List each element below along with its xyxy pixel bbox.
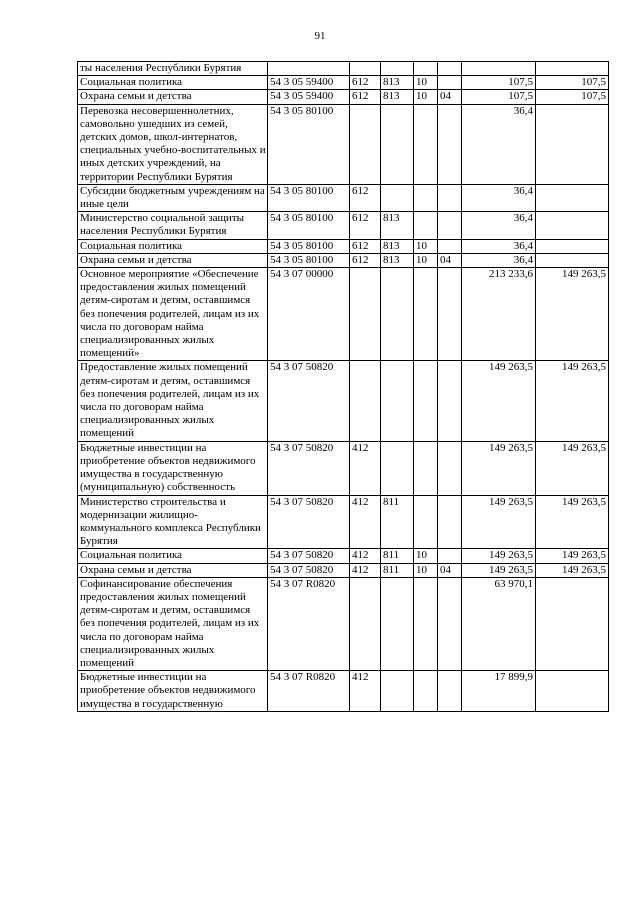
row-name-cell: Бюджетные инвестиции на приобретение объектов недвижимого имущества в государственную: [78, 671, 268, 712]
row-sum1-cell: 149 263,5: [462, 549, 536, 563]
row-name-cell: Бюджетные инвестиции на приобретение объектов недвижимого имущества в государственную (муниципальную) собственность: [78, 441, 268, 495]
row-code-cell: 54 3 07 50820: [268, 495, 350, 549]
row-pr-cell: [438, 268, 462, 361]
row-code-cell: 54 3 07 00000: [268, 268, 350, 361]
row-grbs-cell: 612: [350, 184, 381, 211]
row-grbs-cell: [350, 268, 381, 361]
row-rz-cell: [414, 495, 438, 549]
row-code-cell: 54 3 05 80100: [268, 253, 350, 267]
row-ved-cell: 813: [381, 90, 414, 104]
row-sum2-cell: [536, 239, 609, 253]
row-pr-cell: [438, 495, 462, 549]
row-ved-cell: 811: [381, 495, 414, 549]
row-ved-cell: 811: [381, 549, 414, 563]
row-sum1-cell: 36,4: [462, 212, 536, 239]
row-ved-cell: 813: [381, 239, 414, 253]
row-sum1-cell: 213 233,6: [462, 268, 536, 361]
row-rz-cell: [414, 212, 438, 239]
row-pr-cell: [438, 76, 462, 90]
row-sum1-cell: 36,4: [462, 253, 536, 267]
row-rz-cell: 10: [414, 76, 438, 90]
row-rz-cell: [414, 671, 438, 712]
row-ved-cell: 811: [381, 563, 414, 577]
table-row: [78, 495, 609, 549]
row-name-cell: Социальная политика: [78, 239, 268, 253]
row-ved-cell: 813: [381, 212, 414, 239]
row-grbs-cell: 612: [350, 76, 381, 90]
row-sum1-cell: [462, 62, 536, 76]
row-grbs-cell: 612: [350, 253, 381, 267]
row-grbs-cell: 412: [350, 495, 381, 549]
row-sum1-cell: 17 899,9: [462, 671, 536, 712]
row-code-cell: 54 3 05 59400: [268, 76, 350, 90]
row-rz-cell: 10: [414, 253, 438, 267]
table-row: [78, 563, 609, 577]
row-sum1-cell: 36,4: [462, 184, 536, 211]
table-row: [78, 671, 609, 712]
row-pr-cell: 04: [438, 253, 462, 267]
row-sum2-cell: [536, 184, 609, 211]
row-sum1-cell: 36,4: [462, 239, 536, 253]
row-sum2-cell: [536, 671, 609, 712]
row-code-cell: 54 3 07 50820: [268, 563, 350, 577]
row-grbs-cell: 612: [350, 90, 381, 104]
row-pr-cell: [438, 212, 462, 239]
row-code-cell: 54 3 05 80100: [268, 104, 350, 184]
table-row: [78, 441, 609, 495]
row-pr-cell: [438, 104, 462, 184]
table-row: [78, 268, 609, 361]
row-sum2-cell: [536, 253, 609, 267]
row-name-cell: Охрана семьи и детства: [78, 253, 268, 267]
row-pr-cell: [438, 577, 462, 670]
row-name-cell: ты населения Республики Бурятия: [78, 62, 268, 76]
row-ved-cell: [381, 441, 414, 495]
table-row: [78, 361, 609, 441]
budget-table: [77, 61, 609, 712]
row-ved-cell: [381, 671, 414, 712]
row-rz-cell: [414, 268, 438, 361]
row-sum2-cell: 149 263,5: [536, 441, 609, 495]
row-ved-cell: [381, 268, 414, 361]
row-name-cell: Охрана семьи и детства: [78, 563, 268, 577]
row-sum1-cell: 149 263,5: [462, 495, 536, 549]
table-row: [78, 104, 609, 184]
row-pr-cell: [438, 62, 462, 76]
row-code-cell: 54 3 05 80100: [268, 239, 350, 253]
row-ved-cell: 813: [381, 76, 414, 90]
row-code-cell: 54 3 05 80100: [268, 212, 350, 239]
row-grbs-cell: 412: [350, 441, 381, 495]
row-rz-cell: [414, 361, 438, 441]
row-code-cell: 54 3 07 R0820: [268, 671, 350, 712]
row-sum1-cell: 149 263,5: [462, 563, 536, 577]
row-code-cell: 54 3 07 50820: [268, 441, 350, 495]
row-code-cell: 54 3 05 59400: [268, 90, 350, 104]
table-row: [78, 253, 609, 267]
row-rz-cell: 10: [414, 90, 438, 104]
row-pr-cell: [438, 184, 462, 211]
row-rz-cell: [414, 577, 438, 670]
row-sum1-cell: 149 263,5: [462, 361, 536, 441]
row-pr-cell: [438, 549, 462, 563]
row-grbs-cell: [350, 62, 381, 76]
row-sum2-cell: 149 263,5: [536, 549, 609, 563]
row-sum1-cell: 107,5: [462, 76, 536, 90]
row-sum2-cell: 149 263,5: [536, 268, 609, 361]
row-grbs-cell: 612: [350, 239, 381, 253]
row-pr-cell: [438, 361, 462, 441]
row-ved-cell: [381, 104, 414, 184]
row-sum2-cell: 107,5: [536, 76, 609, 90]
row-rz-cell: 10: [414, 563, 438, 577]
row-grbs-cell: 412: [350, 671, 381, 712]
row-name-cell: Министерство социальной защиты населения Республики Бурятия: [78, 212, 268, 239]
row-sum2-cell: 149 263,5: [536, 361, 609, 441]
row-rz-cell: [414, 62, 438, 76]
row-ved-cell: [381, 62, 414, 76]
row-name-cell: Перевозка несовершеннолетних, самовольно ушедших из семей, детских домов, школ-интернатов, специальных учебно-воспитательных и иных детских учреждений, на территории Республики Бурятия: [78, 104, 268, 184]
row-ved-cell: [381, 577, 414, 670]
row-code-cell: 54 3 07 50820: [268, 361, 350, 441]
table-row: [78, 549, 609, 563]
table-row: [78, 212, 609, 239]
row-sum2-cell: [536, 577, 609, 670]
row-sum2-cell: 149 263,5: [536, 495, 609, 549]
row-grbs-cell: [350, 577, 381, 670]
row-ved-cell: [381, 361, 414, 441]
table-row: [78, 577, 609, 670]
row-rz-cell: [414, 104, 438, 184]
row-code-cell: [268, 62, 350, 76]
row-name-cell: Социальная политика: [78, 549, 268, 563]
row-sum2-cell: [536, 62, 609, 76]
row-grbs-cell: [350, 104, 381, 184]
row-sum1-cell: 36,4: [462, 104, 536, 184]
row-rz-cell: [414, 441, 438, 495]
row-sum2-cell: 149 263,5: [536, 563, 609, 577]
table-row: [78, 76, 609, 90]
row-pr-cell: 04: [438, 90, 462, 104]
row-sum2-cell: [536, 104, 609, 184]
row-rz-cell: 10: [414, 549, 438, 563]
row-code-cell: 54 3 07 50820: [268, 549, 350, 563]
row-sum2-cell: [536, 212, 609, 239]
row-name-cell: Предоставление жилых помещений детям-сиротам и детям, оставшимся без попечения родителей, лицам из их числа по договорам найма специализированных жилых помещений: [78, 361, 268, 441]
row-pr-cell: [438, 441, 462, 495]
row-pr-cell: [438, 239, 462, 253]
row-code-cell: 54 3 07 R0820: [268, 577, 350, 670]
table-row: [78, 184, 609, 211]
row-sum1-cell: 63 970,1: [462, 577, 536, 670]
page-number: 91: [314, 30, 326, 42]
row-grbs-cell: [350, 361, 381, 441]
row-ved-cell: 813: [381, 253, 414, 267]
row-ved-cell: [381, 184, 414, 211]
row-pr-cell: 04: [438, 563, 462, 577]
row-grbs-cell: 612: [350, 212, 381, 239]
row-name-cell: Охрана семьи и детства: [78, 90, 268, 104]
row-rz-cell: [414, 184, 438, 211]
row-sum1-cell: 107,5: [462, 90, 536, 104]
row-code-cell: 54 3 05 80100: [268, 184, 350, 211]
table-row: [78, 90, 609, 104]
row-name-cell: Субсидии бюджетным учреждениям на иные цели: [78, 184, 268, 211]
row-name-cell: Софинансирование обеспечения предоставления жилых помещений детям-сиротам и детям, оставшимся без попечения родителей, лицам из их числа по договорам найма специализированных жилых помещений: [78, 577, 268, 670]
row-sum1-cell: 149 263,5: [462, 441, 536, 495]
row-grbs-cell: 412: [350, 549, 381, 563]
row-rz-cell: 10: [414, 239, 438, 253]
row-name-cell: Основное мероприятие «Обеспечение предоставления жилых помещений детям-сиротам и детям, оставшимся без попечения родителей, лицам из их числа по договорам найма специализированных жилых помещений»: [78, 268, 268, 361]
row-sum2-cell: 107,5: [536, 90, 609, 104]
table-row: [78, 62, 609, 76]
table-row: [78, 239, 609, 253]
row-name-cell: Социальная политика: [78, 76, 268, 90]
row-name-cell: Министерство строительства и модернизации жилищно-коммунального комплекса Республики Бурятия: [78, 495, 268, 549]
row-grbs-cell: 412: [350, 563, 381, 577]
row-pr-cell: [438, 671, 462, 712]
